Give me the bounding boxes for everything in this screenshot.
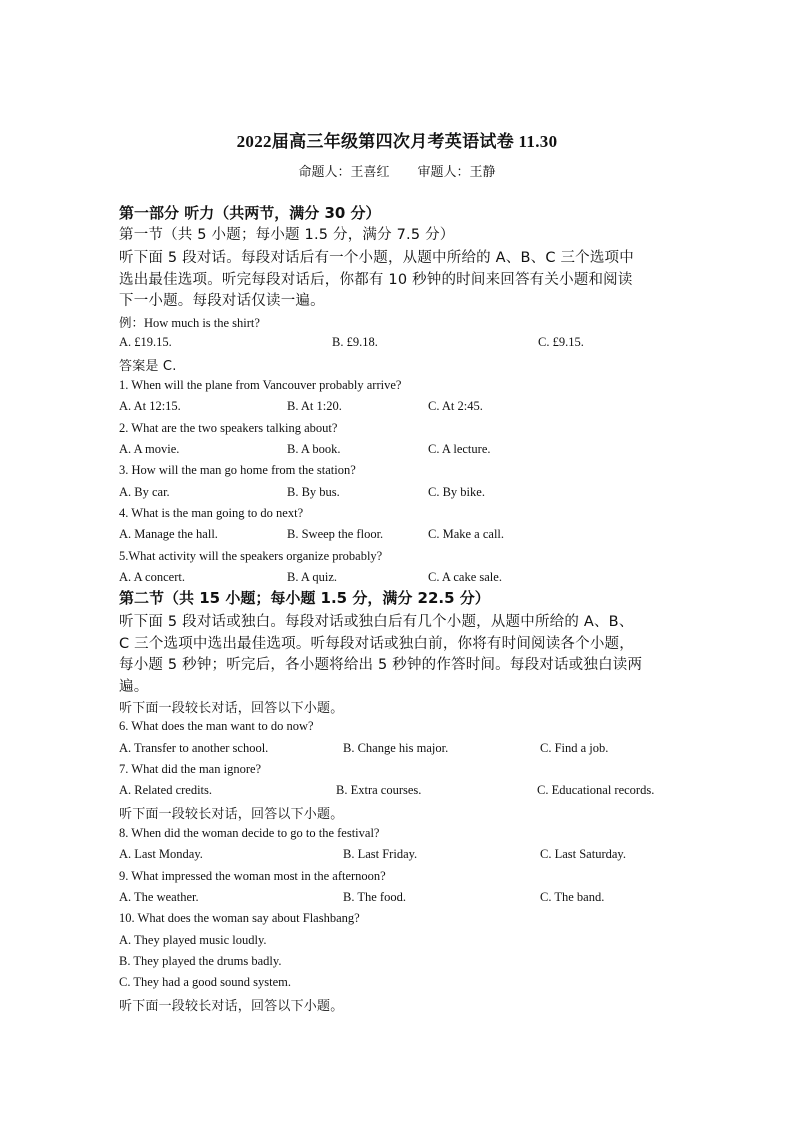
author-line <box>0 161 794 180</box>
section1-instructions-line3: 下一小题。每段对话仅读一遍。 <box>119 293 325 309</box>
q7-option-c: C. Educational records. <box>537 783 655 797</box>
reviewer-name: 审题人：王静 <box>417 165 496 180</box>
question-10: 10. What does the woman say about Flashbang? <box>119 911 360 925</box>
q8-option-a: A. Last Monday. <box>119 847 203 861</box>
listen-prompt-3: 听下面一段较长对话，回答以下小题。 <box>119 999 344 1014</box>
q2-option-a: A. A movie. <box>119 442 180 456</box>
question-7: 7. What did the man ignore? <box>119 762 262 776</box>
q10-option-a: A. They played music loudly. <box>119 933 267 947</box>
section2-heading: 第二节（共 15 小题；每小题 1.5 分，满分 22.5 分） <box>119 589 490 607</box>
q4-option-a: A. Manage the hall. <box>119 527 218 541</box>
example-question: 例：How much is the shirt? <box>119 316 260 330</box>
section1-instructions-line1: 听下面 5 段对话。每段对话后有一个小题，从题中所给的 A、B、C 三个选项中 <box>119 250 634 266</box>
page-title: 2022届高三年级第四次月考英语试卷 11.30 <box>236 132 558 151</box>
section2-instructions-line3: 每小题 5 秒钟；听完后，各小题将给出 5 秒钟的作答时间。每段对话或独白读两 <box>119 657 643 673</box>
q8-option-b: B. Last Friday. <box>343 847 418 861</box>
question-1: 1. When will the plane from Vancouver probably arrive? <box>119 378 402 392</box>
q5-option-a: A. A concert. <box>119 570 185 584</box>
q2-option-c: C. A lecture. <box>428 442 491 456</box>
q9-option-b: B. The food. <box>343 890 406 904</box>
q2-option-b: B. A book. <box>287 442 341 456</box>
q4-option-c: C. Make a call. <box>428 527 505 541</box>
listen-prompt-1: 听下面一段较长对话，回答以下小题。 <box>119 701 344 716</box>
q9-option-a: A. The weather. <box>119 890 199 904</box>
q1-option-c: C. At 2:45. <box>428 399 483 413</box>
q5-option-b: B. A quiz. <box>287 570 338 584</box>
q1-option-b: B. At 1:20. <box>287 399 342 413</box>
q1-option-a: A. At 12:15. <box>119 399 181 413</box>
q7-option-a: A. Related credits. <box>119 783 213 797</box>
q3-option-b: B. By bus. <box>287 485 340 499</box>
question-6: 6. What does the man want to do now? <box>119 719 314 733</box>
section1-instructions-line2: 选出最佳选项。听完每段对话后，你都有 10 秒钟的时间来回答有关小题和阅读 <box>119 272 633 288</box>
q4-option-b: B. Sweep the floor. <box>287 527 384 541</box>
question-4: 4. What is the man going to do next? <box>119 506 304 520</box>
question-2: 2. What are the two speakers talking about? <box>119 421 338 435</box>
q7-option-b: B. Extra courses. <box>336 783 422 797</box>
q3-option-a: A. By car. <box>119 485 170 499</box>
q6-option-b: B. Change his major. <box>343 741 449 755</box>
example-option-a: A. £19.15. <box>119 335 172 349</box>
example-option-b: B. £9.18. <box>332 335 378 349</box>
section2-instructions-line4: 遍。 <box>119 679 149 695</box>
q3-option-c: C. By bike. <box>428 485 485 499</box>
example-option-c: C. £9.15. <box>538 335 584 349</box>
q10-option-b: B. They played the drums badly. <box>119 954 282 968</box>
q10-option-c: C. They had a good sound system. <box>119 975 291 989</box>
q9-option-c: C. The band. <box>540 890 605 904</box>
q6-option-c: C. Find a job. <box>540 741 609 755</box>
section1-heading: 第一节（共 5 小题；每小题 1.5 分，满分 7.5 分） <box>119 227 455 243</box>
question-8: 8. When did the woman decide to go to the festival? <box>119 826 380 840</box>
setter-name: 命题人：王喜红 <box>298 165 390 180</box>
listen-prompt-2: 听下面一段较长对话，回答以下小题。 <box>119 807 344 822</box>
question-3: 3. How will the man go home from the station? <box>119 463 356 477</box>
part1-heading: 第一部分 听力（共两节，满分 30 分） <box>119 204 381 222</box>
q6-option-a: A. Transfer to another school. <box>119 741 269 755</box>
q8-option-c: C. Last Saturday. <box>540 847 626 861</box>
example-answer: 答案是 C. <box>119 359 177 374</box>
question-9: 9. What impressed the woman most in the afternoon? <box>119 869 386 883</box>
question-5: 5.What activity will the speakers organize probably? <box>119 549 383 563</box>
section2-instructions-line2: C 三个选项中选出最佳选项。听每段对话或独白前，你将有时间阅读各个小题， <box>119 636 634 652</box>
section2-instructions-line1: 听下面 5 段对话或独白。每段对话或独白后有几个小题，从题中所给的 A、B、 <box>119 614 634 630</box>
q5-option-c: C. A cake sale. <box>428 570 502 584</box>
